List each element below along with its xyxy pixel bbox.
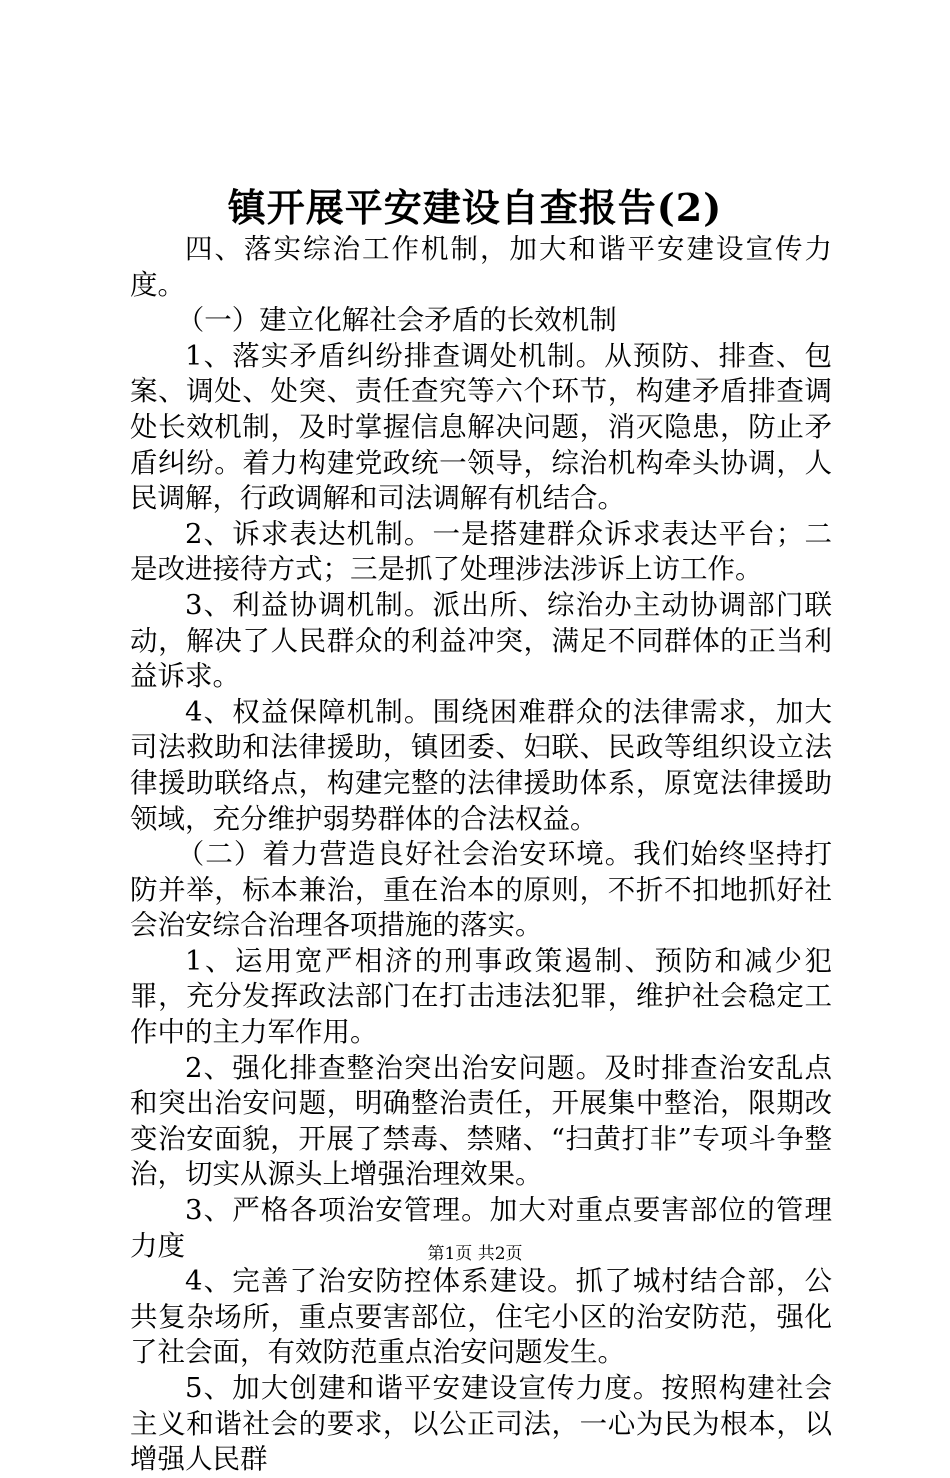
paragraph-item-4b: 4、完善了治安防控体系建设。抓了城村结合部，公共复杂场所，重点要害部位，住宅小区的治安防范，强化了社会面，有效防范重点治安问题发生。 — [130, 1265, 832, 1369]
paragraph-item-5b: 5、加大创建和谐平安建设宣传力度。按照构建社会主义和谐社会的要求，以公正司法，一心为民为根本，以增强人民群 — [130, 1372, 832, 1476]
subsection-heading-2: （二）着力营造良好社会治安环境。我们始终坚持打防并举，标本兼治，重在治本的原则，不折不扣地抓好社会治安综合治理各项措施的落实。 — [130, 838, 832, 942]
paragraph-item-1b: 1、运用宽严相济的刑事政策遏制、预防和减少犯罪，充分发挥政法部门在打击违法犯罪，维护社会稳定工作中的主力军作用。 — [130, 944, 832, 1049]
paragraph-item-1: 1、落实矛盾纠纷排查调处机制。从预防、排查、包案、调处、处突、责任查究等六个环节，构建矛盾排查调处长效机制，及时掌握信息解决问题，消灭隐患，防止矛盾纠纷。着力构建党政统一领导，综治机构牵头协调，人民调解，行政调解和司法调解有机结合。 — [130, 339, 832, 515]
page-footer: 第1页 共2页 — [427, 1244, 523, 1264]
section-heading-4: 四、落实综治工作机制，加大和谐平安建设宣传力度。 — [130, 233, 832, 301]
document-body — [130, 232, 832, 1478]
subsection-heading-1: （一）建立化解社会矛盾的长效机制 — [176, 304, 617, 337]
paragraph-item-2: 2、诉求表达机制。一是搭建群众诉求表达平台；二是改进接待方式；三是抓了处理涉法涉诉上访工作。 — [130, 517, 832, 586]
paragraph-item-4: 4、权益保障机制。围绕困难群众的法律需求，加大司法救助和法律援助，镇团委、妇联、民政等组织设立法律援助联络点，构建完整的法律援助体系，原宽法律援助领域，充分维护弱势群体的合法权益。 — [130, 695, 832, 835]
page-title: 镇开展平安建设自查报告(2) — [227, 185, 723, 230]
paragraph-item-3b: 3、严格各项治安管理。加大对重点要害部位的管理力度 — [130, 1194, 832, 1262]
paragraph-item-2b: 2、强化排查整治突出治安问题。及时排查治安乱点和突出治安问题，明确整治责任，开展集中整治，限期改变治安面貌，开展了禁毒、禁赌、“扫黄打非”专项斗争整治，切实从源头上增强治理效果。 — [130, 1051, 832, 1191]
paragraph-item-3: 3、利益协调机制。派出所、综治办主动协调部门联动，解决了人民群众的利益冲突，满足不同群体的正当利益诉求。 — [130, 588, 832, 693]
